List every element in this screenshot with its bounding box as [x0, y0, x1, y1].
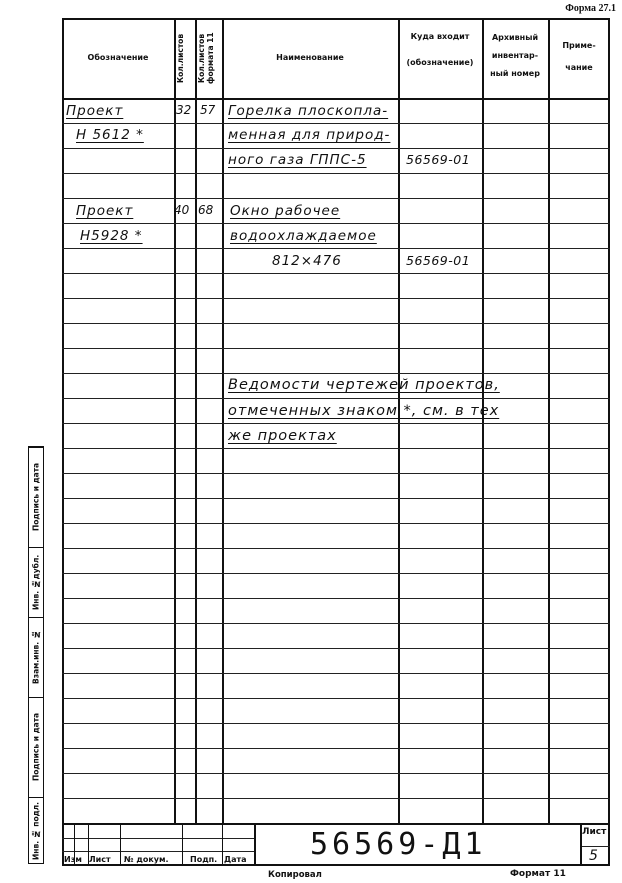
table-row-line [62, 773, 610, 774]
title-block-row [62, 851, 254, 852]
note-line-2: отмеченных знаком *, см. в тех [228, 403, 500, 419]
table-row-line [62, 748, 610, 749]
col-line [398, 18, 400, 823]
table-row-line [62, 148, 610, 149]
header-sheets-count: Кол.листов [176, 33, 185, 83]
row1-designation: Проект [66, 103, 124, 119]
row5-format: 68 [198, 203, 214, 217]
header-divider [62, 98, 610, 100]
row6-designation: Н5928 * [80, 228, 143, 244]
side-orig-inv: Инв. № подл. [31, 802, 41, 861]
table-row-line [62, 323, 610, 324]
document-designation: 56569-Д1 [310, 827, 487, 862]
table-row-line [62, 273, 610, 274]
sheet-cell-divider [580, 846, 610, 847]
table-row-line [62, 398, 610, 399]
side-dupl-inv: Инв. №дубл. [31, 554, 41, 610]
row5-sheets: 40 [174, 203, 190, 217]
header-name: Наименование [276, 53, 344, 62]
row6-name: водоохлаждаемое [230, 228, 377, 244]
table-row-line [62, 548, 610, 549]
footer-copied: Копировал [268, 870, 322, 880]
table-row-line [62, 573, 610, 574]
title-block-top [62, 823, 610, 825]
table-row-line [62, 698, 610, 699]
col-line [222, 18, 224, 823]
table-row-line [62, 248, 610, 249]
header-where-used-2: (обозначение) [406, 58, 474, 67]
table-row-line [62, 123, 610, 124]
row2-name: менная для природ- [228, 127, 391, 143]
table-row-line [62, 473, 610, 474]
header-note-1: Приме- [562, 41, 596, 50]
header-archive-1: Архивный [491, 33, 539, 42]
tb-doc-no: № докум. [124, 855, 169, 864]
side-sign-date-2: Подпись и дата [31, 712, 41, 782]
side-sign-date-1: Подпись и дата [31, 462, 41, 532]
row7-where-used: 56569-01 [406, 253, 471, 268]
table-row-line [62, 723, 610, 724]
tb-sign: Подп. [190, 855, 218, 864]
table-row-line [62, 423, 610, 424]
table-row-line [62, 498, 610, 499]
table-row-line [62, 198, 610, 199]
table-row-line [62, 298, 610, 299]
table-row-line [62, 523, 610, 524]
tb-date: Дата [224, 855, 247, 864]
row3-where-used: 56569-01 [406, 152, 471, 167]
table-row-line [62, 348, 610, 349]
table-row-line [62, 448, 610, 449]
col-line [482, 18, 484, 823]
table-row-line [62, 623, 610, 624]
side-replace-inv: Взам.инв. № [31, 630, 41, 684]
header-note-2: чание [565, 63, 593, 72]
note-line-3: же проектах [228, 428, 337, 444]
row5-designation: Проект [76, 203, 134, 219]
tb-list: Лист [89, 855, 111, 864]
side-stamp-column [28, 446, 44, 864]
footer-format: Формат 11 [510, 869, 566, 879]
col-line [548, 18, 550, 823]
tb-izm: Изм [64, 855, 82, 864]
header-archive-2: инвентар- [491, 51, 539, 60]
col-line [195, 18, 197, 823]
row2-designation: Н 5612 * [76, 127, 144, 143]
note-line-1: Ведомости чертежей проектов, [228, 377, 500, 393]
table-row-line [62, 173, 610, 174]
row3-name: ного газа ГППС-5 [228, 152, 367, 168]
table-row-line [62, 798, 610, 799]
table-row-line [62, 648, 610, 649]
table-row-line [62, 373, 610, 374]
row1-format: 57 [200, 103, 216, 117]
row7-name: 812×476 [272, 253, 342, 269]
header-archive-3: ный номер [490, 69, 540, 78]
table-row-line [62, 598, 610, 599]
tb-sheet-label: Лист [582, 827, 607, 837]
form-number: Форма 27.1 [565, 3, 616, 14]
table-row-line [62, 673, 610, 674]
row1-name: Горелка плоскопла- [228, 103, 389, 119]
table-row-line [62, 223, 610, 224]
header-sheets-format11: Кол.листов формата 11 [197, 32, 215, 84]
title-block-row [62, 838, 254, 839]
col-line [174, 18, 176, 823]
row5-name: Окно рабочее [230, 203, 341, 219]
row1-sheets: 32 [176, 103, 192, 117]
header-designation: Обозначение [87, 53, 149, 62]
header-where-used-1: Куда входит [410, 32, 470, 41]
tb-sheet-number: 5 [589, 848, 599, 864]
